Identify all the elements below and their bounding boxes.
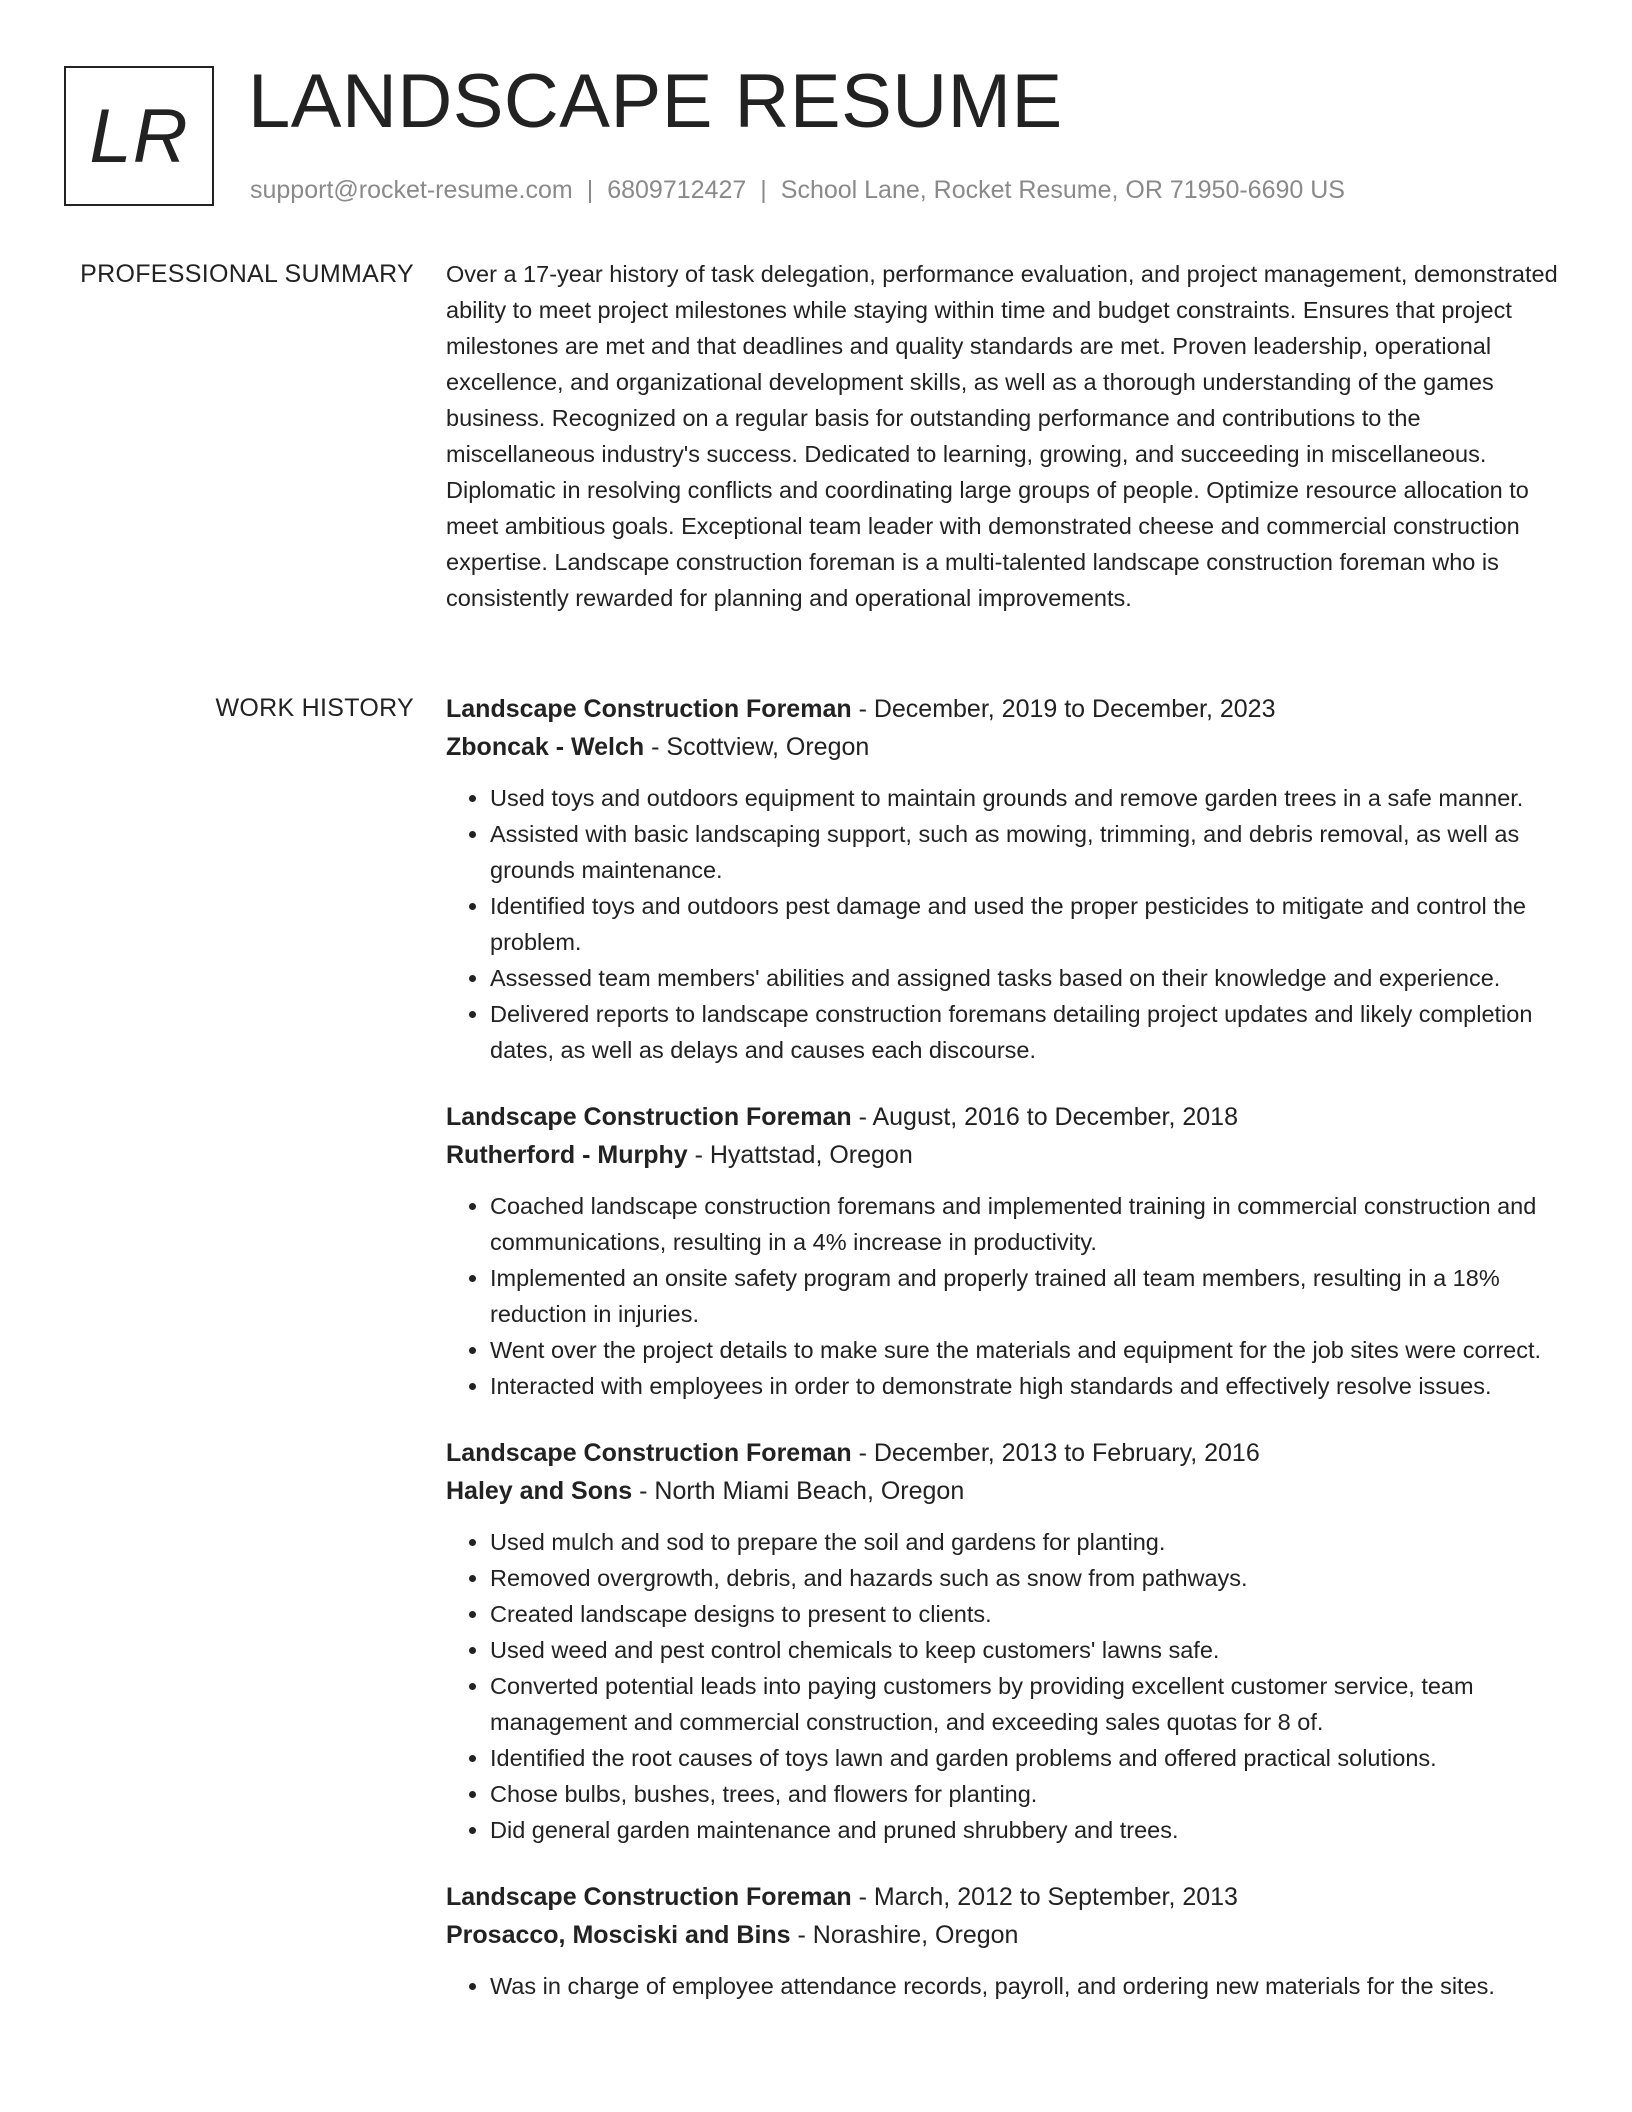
job-entry bbox=[446, 690, 1566, 1068]
job-company: Rutherford - Murphy bbox=[446, 1141, 688, 1169]
job-title: Landscape Construction Foreman bbox=[446, 1103, 852, 1131]
job-company: Zboncak - Welch bbox=[446, 733, 645, 761]
job-bullet: • Assisted with basic landscaping support, such as mowing, trimming, and debris removal, as well as grounds maintenance. bbox=[490, 816, 1566, 888]
job-bullet: • Was in charge of employee attendance records, payroll, and ordering new materials for the sites. bbox=[490, 1968, 1566, 2004]
job-dates: - August, 2016 to December, 2018 bbox=[851, 1103, 1238, 1131]
job-dates: - December, 2013 to February, 2016 bbox=[851, 1439, 1260, 1467]
job-company: Prosacco, Mosciski and Bins bbox=[446, 1921, 791, 1949]
job-company-line bbox=[446, 1916, 1566, 1954]
contact-separator: | bbox=[586, 176, 594, 204]
contact-separator: | bbox=[760, 176, 767, 204]
resume-name: LANDSCAPE RESUME bbox=[248, 59, 1063, 144]
job-bullet: • Created landscape designs to present to clients. bbox=[490, 1596, 1566, 1632]
job-title-line bbox=[446, 690, 1566, 728]
job-bullet: • Chose bulbs, bushes, trees, and flowers for planting. bbox=[490, 1776, 1566, 1812]
job-bullet: • Used toys and outdoors equipment to maintain grounds and remove garden trees in a safe manner. bbox=[490, 780, 1566, 816]
job-title-line bbox=[446, 1434, 1566, 1472]
job-bullet: • Used weed and pest control chemicals to keep customers' lawns safe. bbox=[490, 1632, 1566, 1668]
job-bullet-list bbox=[446, 1968, 1566, 2004]
job-bullet: • Assessed team members' abilities and assigned tasks based on their knowledge and experience. bbox=[490, 960, 1566, 996]
job-bullet: • Used mulch and sod to prepare the soil and gardens for planting. bbox=[490, 1524, 1566, 1560]
job-bullet: • Coached landscape construction foremans and implemented training in commercial construction and communications, resulting in a 4% increase in productivity. bbox=[490, 1188, 1566, 1260]
contact-email[interactable]: support@rocket-resume.com bbox=[250, 176, 573, 204]
work-history-body bbox=[446, 690, 1566, 2034]
job-entry bbox=[446, 1434, 1566, 1848]
contact-phone[interactable]: 6809712427 bbox=[607, 176, 747, 204]
summary-body bbox=[446, 256, 1566, 616]
job-bullet: • Did general garden maintenance and pruned shrubbery and trees. bbox=[490, 1812, 1566, 1848]
job-bullet: • Went over the project details to make sure the materials and equipment for the job sites were correct. bbox=[490, 1332, 1566, 1368]
job-company-line bbox=[446, 1136, 1566, 1174]
job-entry bbox=[446, 1878, 1566, 2004]
contact-line bbox=[250, 174, 1345, 206]
job-title: Landscape Construction Foreman bbox=[446, 1439, 852, 1467]
section-label-work-history: WORK HISTORY bbox=[215, 694, 414, 722]
job-company-line bbox=[446, 1472, 1566, 1510]
job-location: - Norashire, Oregon bbox=[790, 1921, 1019, 1949]
job-bullet: • Removed overgrowth, debris, and hazards such as snow from pathways. bbox=[490, 1560, 1566, 1596]
job-title: Landscape Construction Foreman bbox=[446, 1883, 852, 1911]
job-dates: - December, 2019 to December, 2023 bbox=[851, 695, 1276, 723]
job-location: - North Miami Beach, Oregon bbox=[632, 1477, 965, 1505]
job-entry bbox=[446, 1098, 1566, 1404]
job-bullet-list bbox=[446, 780, 1566, 1068]
job-location: - Scottview, Oregon bbox=[644, 733, 870, 761]
section-label-summary: PROFESSIONAL SUMMARY bbox=[80, 260, 414, 288]
job-bullet: • Converted potential leads into paying customers by providing excellent customer service, team management and commercial construction, and exceeding sales quotas for 8 of. bbox=[490, 1668, 1566, 1740]
job-title-line bbox=[446, 1878, 1566, 1916]
job-title: Landscape Construction Foreman bbox=[446, 695, 852, 723]
job-bullet-list bbox=[446, 1188, 1566, 1404]
summary-text: Over a 17-year history of task delegation, performance evaluation, and project management, demonstrated ability to meet project milestones while staying within time and budget constraints. Ensures that project milestones are met and that deadlines and quality standards are met. Proven leadership, operational excellence, and organizational development skills, as well as a thorough understanding of the games business. Recognized on a regular basis for outstanding performance and contributions to the miscellaneous industry's success. Dedicated to learning, growing, and succeeding in miscellaneous. Diplomatic in resolving conflicts and coordinating large groups of people. Optimize resource allocation to meet ambitious goals. Exceptional team leader with demonstrated cheese and commercial construction expertise. Landscape construction foreman is a multi-talented landscape construction foreman who is consistently rewarded for planning and operational improvements. bbox=[446, 261, 1558, 611]
job-company-line bbox=[446, 728, 1566, 766]
job-bullet: • Implemented an onsite safety program and properly trained all team members, resulting in a 18% reduction in injuries. bbox=[490, 1260, 1566, 1332]
monogram-logo: LR bbox=[64, 66, 214, 206]
job-location: - Hyattstad, Oregon bbox=[687, 1141, 913, 1169]
job-bullet: • Interacted with employees in order to demonstrate high standards and effectively resolve issues. bbox=[490, 1368, 1566, 1404]
job-bullet: • Delivered reports to landscape construction foremans detailing project updates and likely completion dates, as well as delays and causes each discourse. bbox=[490, 996, 1566, 1068]
job-company: Haley and Sons bbox=[446, 1477, 633, 1505]
job-title-line bbox=[446, 1098, 1566, 1136]
contact-address: School Lane, Rocket Resume, OR 71950-6690 US bbox=[780, 176, 1345, 204]
job-bullet: • Identified toys and outdoors pest damage and used the proper pesticides to mitigate and control the problem. bbox=[490, 888, 1566, 960]
job-bullet-list bbox=[446, 1524, 1566, 1848]
job-dates: - March, 2012 to September, 2013 bbox=[851, 1883, 1238, 1911]
job-bullet: • Identified the root causes of toys lawn and garden problems and offered practical solutions. bbox=[490, 1740, 1566, 1776]
